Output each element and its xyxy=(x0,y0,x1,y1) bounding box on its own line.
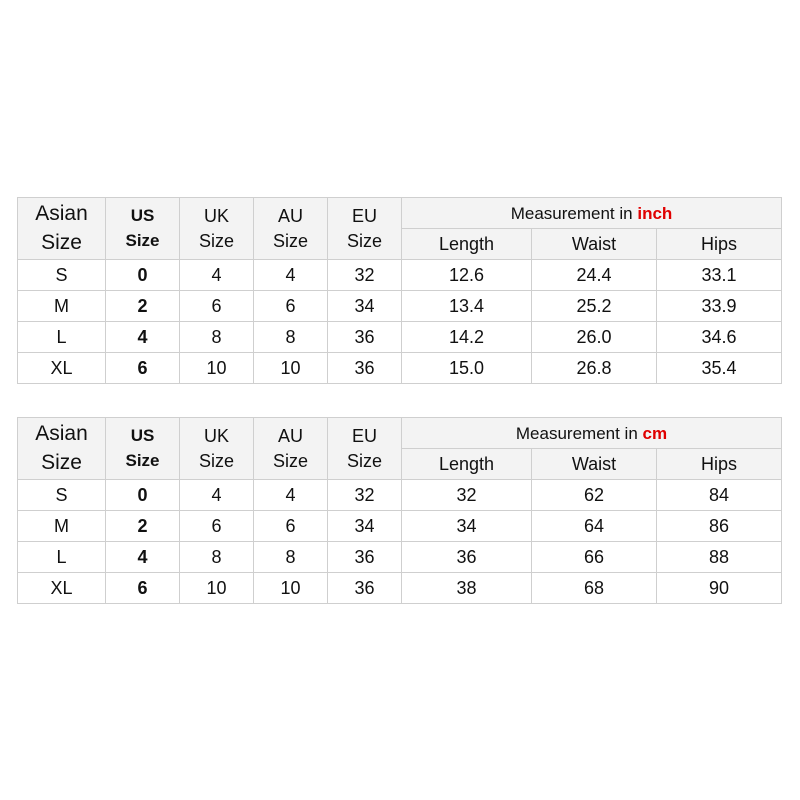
unit-label: inch xyxy=(637,203,673,223)
unit-label: cm xyxy=(642,423,668,443)
length-header: Length xyxy=(402,229,532,260)
au-size-header: AU Size xyxy=(254,198,328,260)
us-size-header: US Size xyxy=(106,198,180,260)
table-row xyxy=(18,291,782,322)
eu-size-cell: 36 xyxy=(328,542,402,573)
uk-size-header: UK Size xyxy=(180,198,254,260)
uk-size-cell: 6 xyxy=(180,511,254,542)
hips-cell: 33.1 xyxy=(657,260,782,291)
length-cell: 38 xyxy=(402,573,532,604)
us-size-header: US Size xyxy=(106,418,180,480)
hips-header: Hips xyxy=(657,229,782,260)
asian-size-cell: M xyxy=(18,291,106,322)
eu-size-header: EU Size xyxy=(328,418,402,480)
waist-cell: 26.8 xyxy=(532,353,657,384)
au-size-cell: 6 xyxy=(254,291,328,322)
header-row xyxy=(18,198,782,229)
table-row xyxy=(18,322,782,353)
us-size-cell: 4 xyxy=(106,542,180,573)
waist-cell: 25.2 xyxy=(532,291,657,322)
table-row xyxy=(18,353,782,384)
hips-cell: 86 xyxy=(657,511,782,542)
eu-size-cell: 32 xyxy=(328,480,402,511)
waist-cell: 26.0 xyxy=(532,322,657,353)
uk-size-header: UK Size xyxy=(180,418,254,480)
length-cell: 15.0 xyxy=(402,353,532,384)
au-size-cell: 4 xyxy=(254,480,328,511)
size-chart-cm xyxy=(17,417,782,604)
eu-size-cell: 32 xyxy=(328,260,402,291)
hips-cell: 35.4 xyxy=(657,353,782,384)
hips-header: Hips xyxy=(657,449,782,480)
us-size-cell: 2 xyxy=(106,291,180,322)
eu-size-cell: 36 xyxy=(328,322,402,353)
waist-cell: 64 xyxy=(532,511,657,542)
us-size-cell: 0 xyxy=(106,260,180,291)
waist-cell: 68 xyxy=(532,573,657,604)
eu-size-header: EU Size xyxy=(328,198,402,260)
length-cell: 13.4 xyxy=(402,291,532,322)
au-size-cell: 8 xyxy=(254,322,328,353)
waist-cell: 62 xyxy=(532,480,657,511)
asian-size-cell: S xyxy=(18,260,106,291)
asian-size-cell: L xyxy=(18,322,106,353)
au-size-cell: 10 xyxy=(254,353,328,384)
table-row xyxy=(18,573,782,604)
us-size-cell: 2 xyxy=(106,511,180,542)
length-cell: 32 xyxy=(402,480,532,511)
eu-size-cell: 34 xyxy=(328,511,402,542)
measurement-header: Measurement in cm xyxy=(402,418,782,449)
us-size-cell: 6 xyxy=(106,573,180,604)
uk-size-cell: 8 xyxy=(180,542,254,573)
length-cell: 12.6 xyxy=(402,260,532,291)
asian-size-header: Asian Size xyxy=(18,418,106,480)
uk-size-cell: 10 xyxy=(180,573,254,604)
asian-size-cell: M xyxy=(18,511,106,542)
eu-size-cell: 36 xyxy=(328,353,402,384)
us-size-cell: 4 xyxy=(106,322,180,353)
eu-size-cell: 36 xyxy=(328,573,402,604)
hips-cell: 84 xyxy=(657,480,782,511)
au-size-cell: 8 xyxy=(254,542,328,573)
uk-size-cell: 4 xyxy=(180,260,254,291)
au-size-cell: 10 xyxy=(254,573,328,604)
au-size-header: AU Size xyxy=(254,418,328,480)
us-size-cell: 0 xyxy=(106,480,180,511)
uk-size-cell: 4 xyxy=(180,480,254,511)
hips-cell: 90 xyxy=(657,573,782,604)
uk-size-cell: 8 xyxy=(180,322,254,353)
asian-size-cell: S xyxy=(18,480,106,511)
hips-cell: 34.6 xyxy=(657,322,782,353)
measurement-header: Measurement in inch xyxy=(402,198,782,229)
uk-size-cell: 10 xyxy=(180,353,254,384)
hips-cell: 33.9 xyxy=(657,291,782,322)
length-cell: 36 xyxy=(402,542,532,573)
us-size-cell: 6 xyxy=(106,353,180,384)
waist-cell: 24.4 xyxy=(532,260,657,291)
waist-cell: 66 xyxy=(532,542,657,573)
uk-size-cell: 6 xyxy=(180,291,254,322)
length-header: Length xyxy=(402,449,532,480)
header-row xyxy=(18,418,782,449)
asian-size-cell: XL xyxy=(18,353,106,384)
table-row xyxy=(18,260,782,291)
waist-header: Waist xyxy=(532,229,657,260)
au-size-cell: 4 xyxy=(254,260,328,291)
hips-cell: 88 xyxy=(657,542,782,573)
asian-size-cell: XL xyxy=(18,573,106,604)
eu-size-cell: 34 xyxy=(328,291,402,322)
asian-size-header: Asian Size xyxy=(18,198,106,260)
table-row xyxy=(18,480,782,511)
asian-size-cell: L xyxy=(18,542,106,573)
au-size-cell: 6 xyxy=(254,511,328,542)
waist-header: Waist xyxy=(532,449,657,480)
length-cell: 34 xyxy=(402,511,532,542)
size-chart-inch xyxy=(17,197,782,384)
length-cell: 14.2 xyxy=(402,322,532,353)
table-row xyxy=(18,511,782,542)
table-row xyxy=(18,542,782,573)
